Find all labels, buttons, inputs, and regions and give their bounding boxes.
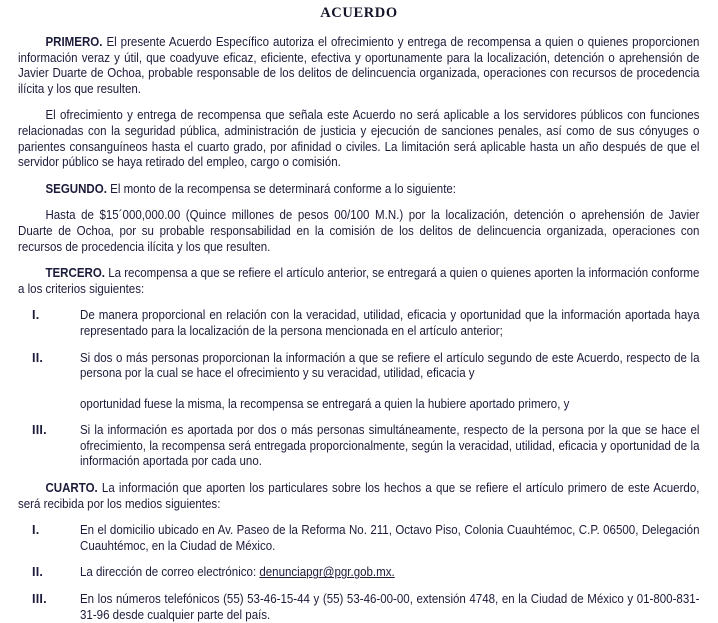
list-numeral: III.	[32, 423, 47, 438]
list-item	[18, 592, 700, 623]
article-body: Hasta de $15´000,000.00 (Quince millones de pesos 00/100 M.N.) por la localización, detención o aprehensión de Javier Duarte de Ochoa, por su probable responsabilidad en la comisión de los delitos de delincuencia organizada, operaciones con recursos de procedencia ilícita y los que resulten.	[18, 208, 700, 254]
list-item-continuation: oportunidad fuese la misma, la recompensa se entregará a quien la hubiere aportado primero, y	[80, 396, 570, 411]
document-page	[0, 5, 718, 622]
list-item	[18, 351, 700, 413]
article-primero-continuation	[18, 108, 700, 170]
list-item-text-prefix: La dirección de correo electrónico:	[80, 565, 260, 580]
list-item-text: En el domicilio ubicado en Av. Paseo de la Reforma No. 211, Octavo Piso, Colonia Cuauhtémoc, C.P. 06500, Delegación Cuauhtémoc, en la Ciudad de México.	[80, 523, 700, 553]
article-lead: SEGUNDO.	[45, 181, 107, 196]
article-primero	[18, 35, 700, 97]
list-item	[18, 523, 700, 554]
criteria-list	[18, 308, 700, 470]
list-numeral: I.	[32, 523, 40, 538]
article-body: El presente Acuerdo Específico autoriza el ofrecimiento y entrega de recompensa a quien o quienes proporcionen información veraz y útil, que coadyuve eficaz, eficiente, efectiva y oportunamente para la localización, detención o aprehensión de Javier Duarte de Ochoa, probable responsable de los delitos de delincuencia organizada, operaciones con recursos de procedencia ilícita y los que resulten.	[18, 35, 700, 96]
paragraph	[18, 266, 699, 297]
list-item	[18, 565, 700, 581]
list-item-text: De manera proporcional en relación con la veracidad, utilidad, eficacia y oportunidad que la información aportada haya representado para la localización de la persona mencionada en el artículo anterior;	[80, 308, 700, 338]
article-segundo-amount	[18, 208, 700, 255]
page-title: ACUERDO	[320, 5, 398, 21]
list-item	[18, 423, 700, 470]
article-body: La recompensa a que se refiere el artículo anterior, se entregará a quien o quienes aporten la información conforme a los criterios siguientes:	[18, 266, 700, 296]
article-body: El ofrecimiento y entrega de recompensa que señala este Acuerdo no será aplicable a los servidores públicos con funciones relacionadas con la seguridad pública, administración de justicia y ejecución de sanciones penales, así como de sus cónyuges o parientes consanguíneos hasta el cuarto grado, por afinidad o civiles. La limitación será aplicable hasta un año después de que el servidor público se haya retirado del empleo, cargo o comisión.	[18, 108, 700, 170]
article-segundo	[18, 182, 700, 198]
paragraph	[18, 35, 699, 97]
media-list	[18, 523, 700, 623]
article-lead: PRIMERO.	[45, 35, 103, 49]
paragraph	[18, 108, 699, 170]
list-item-text: Si dos o más personas proporcionan la información a que se refiere el artículo segundo de este Acuerdo, respecto de la persona por la cual se hace el ofrecimiento y su veracidad, utilidad, eficacia y	[80, 350, 700, 381]
article-tercero	[18, 266, 700, 297]
list-numeral: III.	[32, 592, 47, 607]
article-body: El monto de la recompensa se determinará conforme a lo siguiente:	[106, 181, 457, 196]
article-cuarto	[18, 481, 700, 512]
list-item	[18, 308, 700, 339]
paragraph	[18, 208, 699, 255]
email-link[interactable]: denunciapgr@pgr.gob.mx.	[259, 565, 395, 580]
paragraph	[18, 481, 699, 512]
paragraph	[18, 182, 699, 198]
list-item-text	[80, 565, 699, 581]
list-item-text: Si la información es aportada por dos o más personas simultáneamente, respecto de la persona por la que se hace el ofrecimiento, la recompensa será entregada proporcionalmente, según la veracidad, utilidad, eficacia y oportunidad de la información aportada por cada uno.	[80, 423, 700, 469]
article-body: La información que aporten los particulares sobre los hechos a que se refiere el artículo primero de este Acuerdo, será recibida por los medios siguientes:	[18, 481, 700, 511]
article-lead: CUARTO.	[45, 481, 98, 496]
list-numeral: II.	[32, 565, 44, 580]
list-numeral: II.	[32, 350, 44, 365]
list-numeral: I.	[32, 308, 40, 323]
article-lead: TERCERO.	[45, 266, 105, 281]
list-item-text: En los números telefónicos (55) 53-46-15-44 y (55) 53-46-00-00, extensión 4748, en la Ciudad de México y 01-800-831-31-96 desde cualquier parte del país.	[80, 592, 700, 622]
